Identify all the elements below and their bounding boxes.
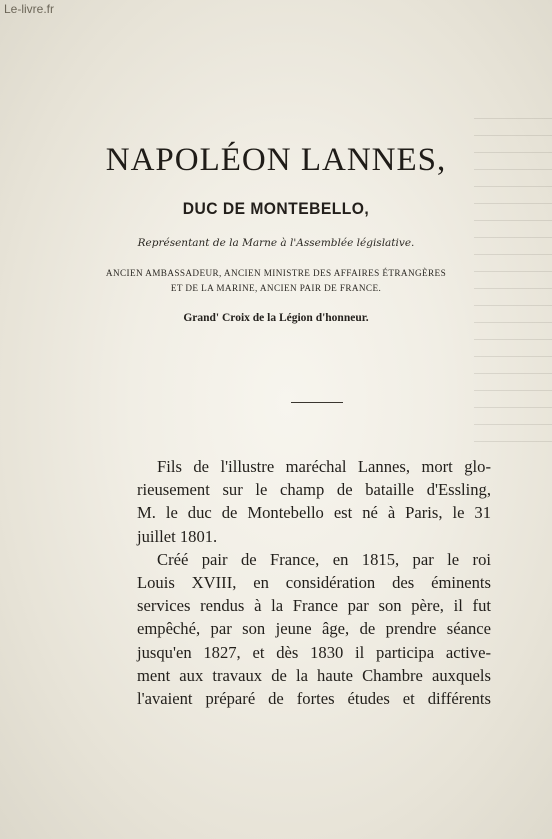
offices-line: ET DE LA MARINE, ANCIEN PAIR DE FRANCE. — [170, 283, 382, 293]
text-line: empêché, par son jeune âge, de prendre séance — [137, 619, 491, 639]
offices-line: ANCIEN AMBASSADEUR, ANCIEN MINISTRE DES AFFAIRES ÉTRANGÈRES — [105, 268, 447, 278]
decoration-line: Grand' Croix de la Légion d'honneur. — [183, 312, 369, 324]
text-line: Louis XVIII, en considération des éminents — [137, 573, 491, 593]
text-line: M. le duc de Montebello est né à Paris, le 31 — [137, 503, 491, 523]
text-line: ment aux travaux de la haute Chambre auxquels — [137, 665, 491, 685]
page-title: NAPOLÉON LANNES, — [105, 142, 447, 178]
text-line: juillet 1801. — [137, 526, 218, 546]
text-line: rieusement sur le champ de bataille d'Essling, — [137, 480, 491, 500]
seller-watermark: Le-livre.fr — [4, 2, 55, 16]
body-paragraphs — [137, 455, 491, 710]
text-line: Fils de l'illustre maréchal Lannes, mort glo- — [157, 457, 491, 476]
text-line: l'avaient préparé de fortes études et différents — [137, 689, 491, 709]
noble-title: DUC DE MONTEBELLO, — [182, 199, 370, 218]
page-header — [0, 140, 552, 326]
section-divider — [291, 402, 343, 403]
text-line: services rendus à la France par son père, il fut — [137, 596, 491, 616]
text-line: jusqu'en 1827, et dès 1830 il participa active- — [137, 642, 491, 662]
text-line: Créé pair de France, en 1815, par le roi — [157, 549, 491, 569]
role-line: Représentant de la Marne à l'Assemblée législative. — [137, 237, 415, 249]
offices-block — [0, 266, 552, 296]
